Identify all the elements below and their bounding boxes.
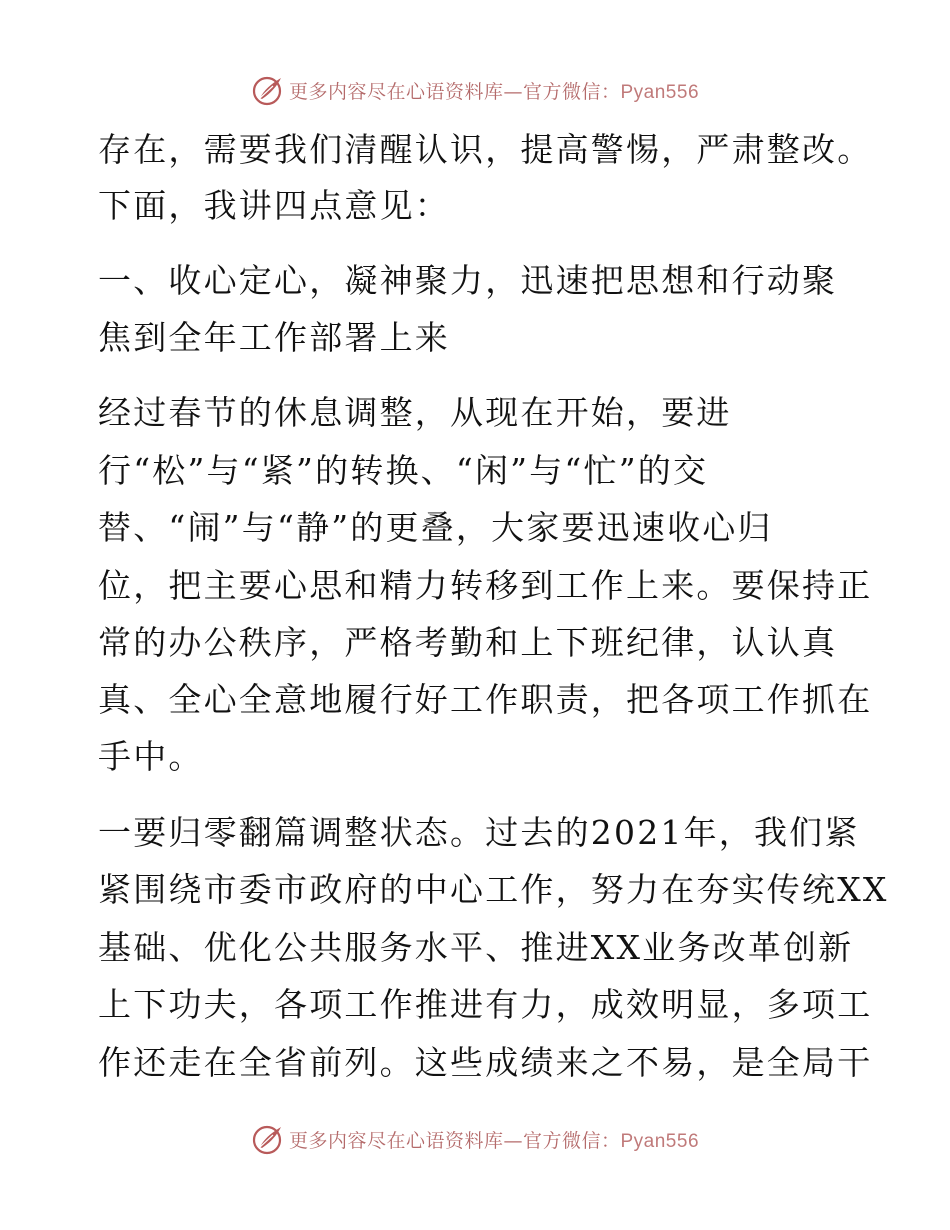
body-line: 位，把主要心思和精力转移到工作上来。要保持正 [98, 566, 873, 605]
body-line: 行“松”与“紧”的转换、“闲”与“忙”的交 [98, 451, 709, 490]
header-watermark-wechat-id: Pyan556 [620, 81, 700, 103]
header-watermark-banner [0, 72, 950, 108]
body-line: 手中。 [98, 737, 204, 776]
body-line: 上下功夫，各项工作推进有力，成效明显，多项工 [98, 985, 873, 1024]
body-line: 下面，我讲四点意见： [98, 186, 450, 225]
section-heading-line: 焦到全年工作部署上来 [98, 318, 450, 357]
header-watermark-text-cn: 更多内容尽在心语资料库—官方微信： [288, 80, 621, 103]
body-line: 基础、优化公共服务水平、推进XX业务改革创新 [98, 928, 854, 967]
header-watermark-text [289, 77, 699, 104]
body-line: 经过春节的休息调整，从现在开始，要进 [98, 393, 732, 432]
body-line: 真、全心全意地履行好工作职责，把各项工作抓在 [98, 680, 873, 719]
body-line: 作还走在全省前列。这些成绩来之不易，是全局干 [98, 1043, 873, 1082]
body-line: 存在，需要我们清醒认识，提高警惕，严肃整改。 [98, 130, 873, 169]
quill-logo-icon [251, 1122, 285, 1156]
body-line: 一要归零翻篇调整状态。过去的2021年，我们紧 [98, 813, 860, 852]
quill-logo-icon [251, 73, 285, 107]
body-line: 紧围绕市委市政府的中心工作，努力在夯实传统XX [98, 870, 889, 909]
body-line: 替、“闹”与“静”的更叠，大家要迅速收心归 [98, 508, 773, 547]
footer-watermark-banner [0, 1121, 950, 1157]
body-line: 常的办公秩序，严格考勤和上下班纪律，认认真 [98, 623, 838, 662]
section-heading-line: 一、收心定心，凝神聚力，迅速把思想和行动聚 [98, 261, 838, 300]
footer-watermark-wechat-id: Pyan556 [620, 1130, 700, 1152]
footer-watermark-text-cn: 更多内容尽在心语资料库—官方微信： [288, 1129, 621, 1152]
footer-watermark-text [289, 1126, 699, 1153]
